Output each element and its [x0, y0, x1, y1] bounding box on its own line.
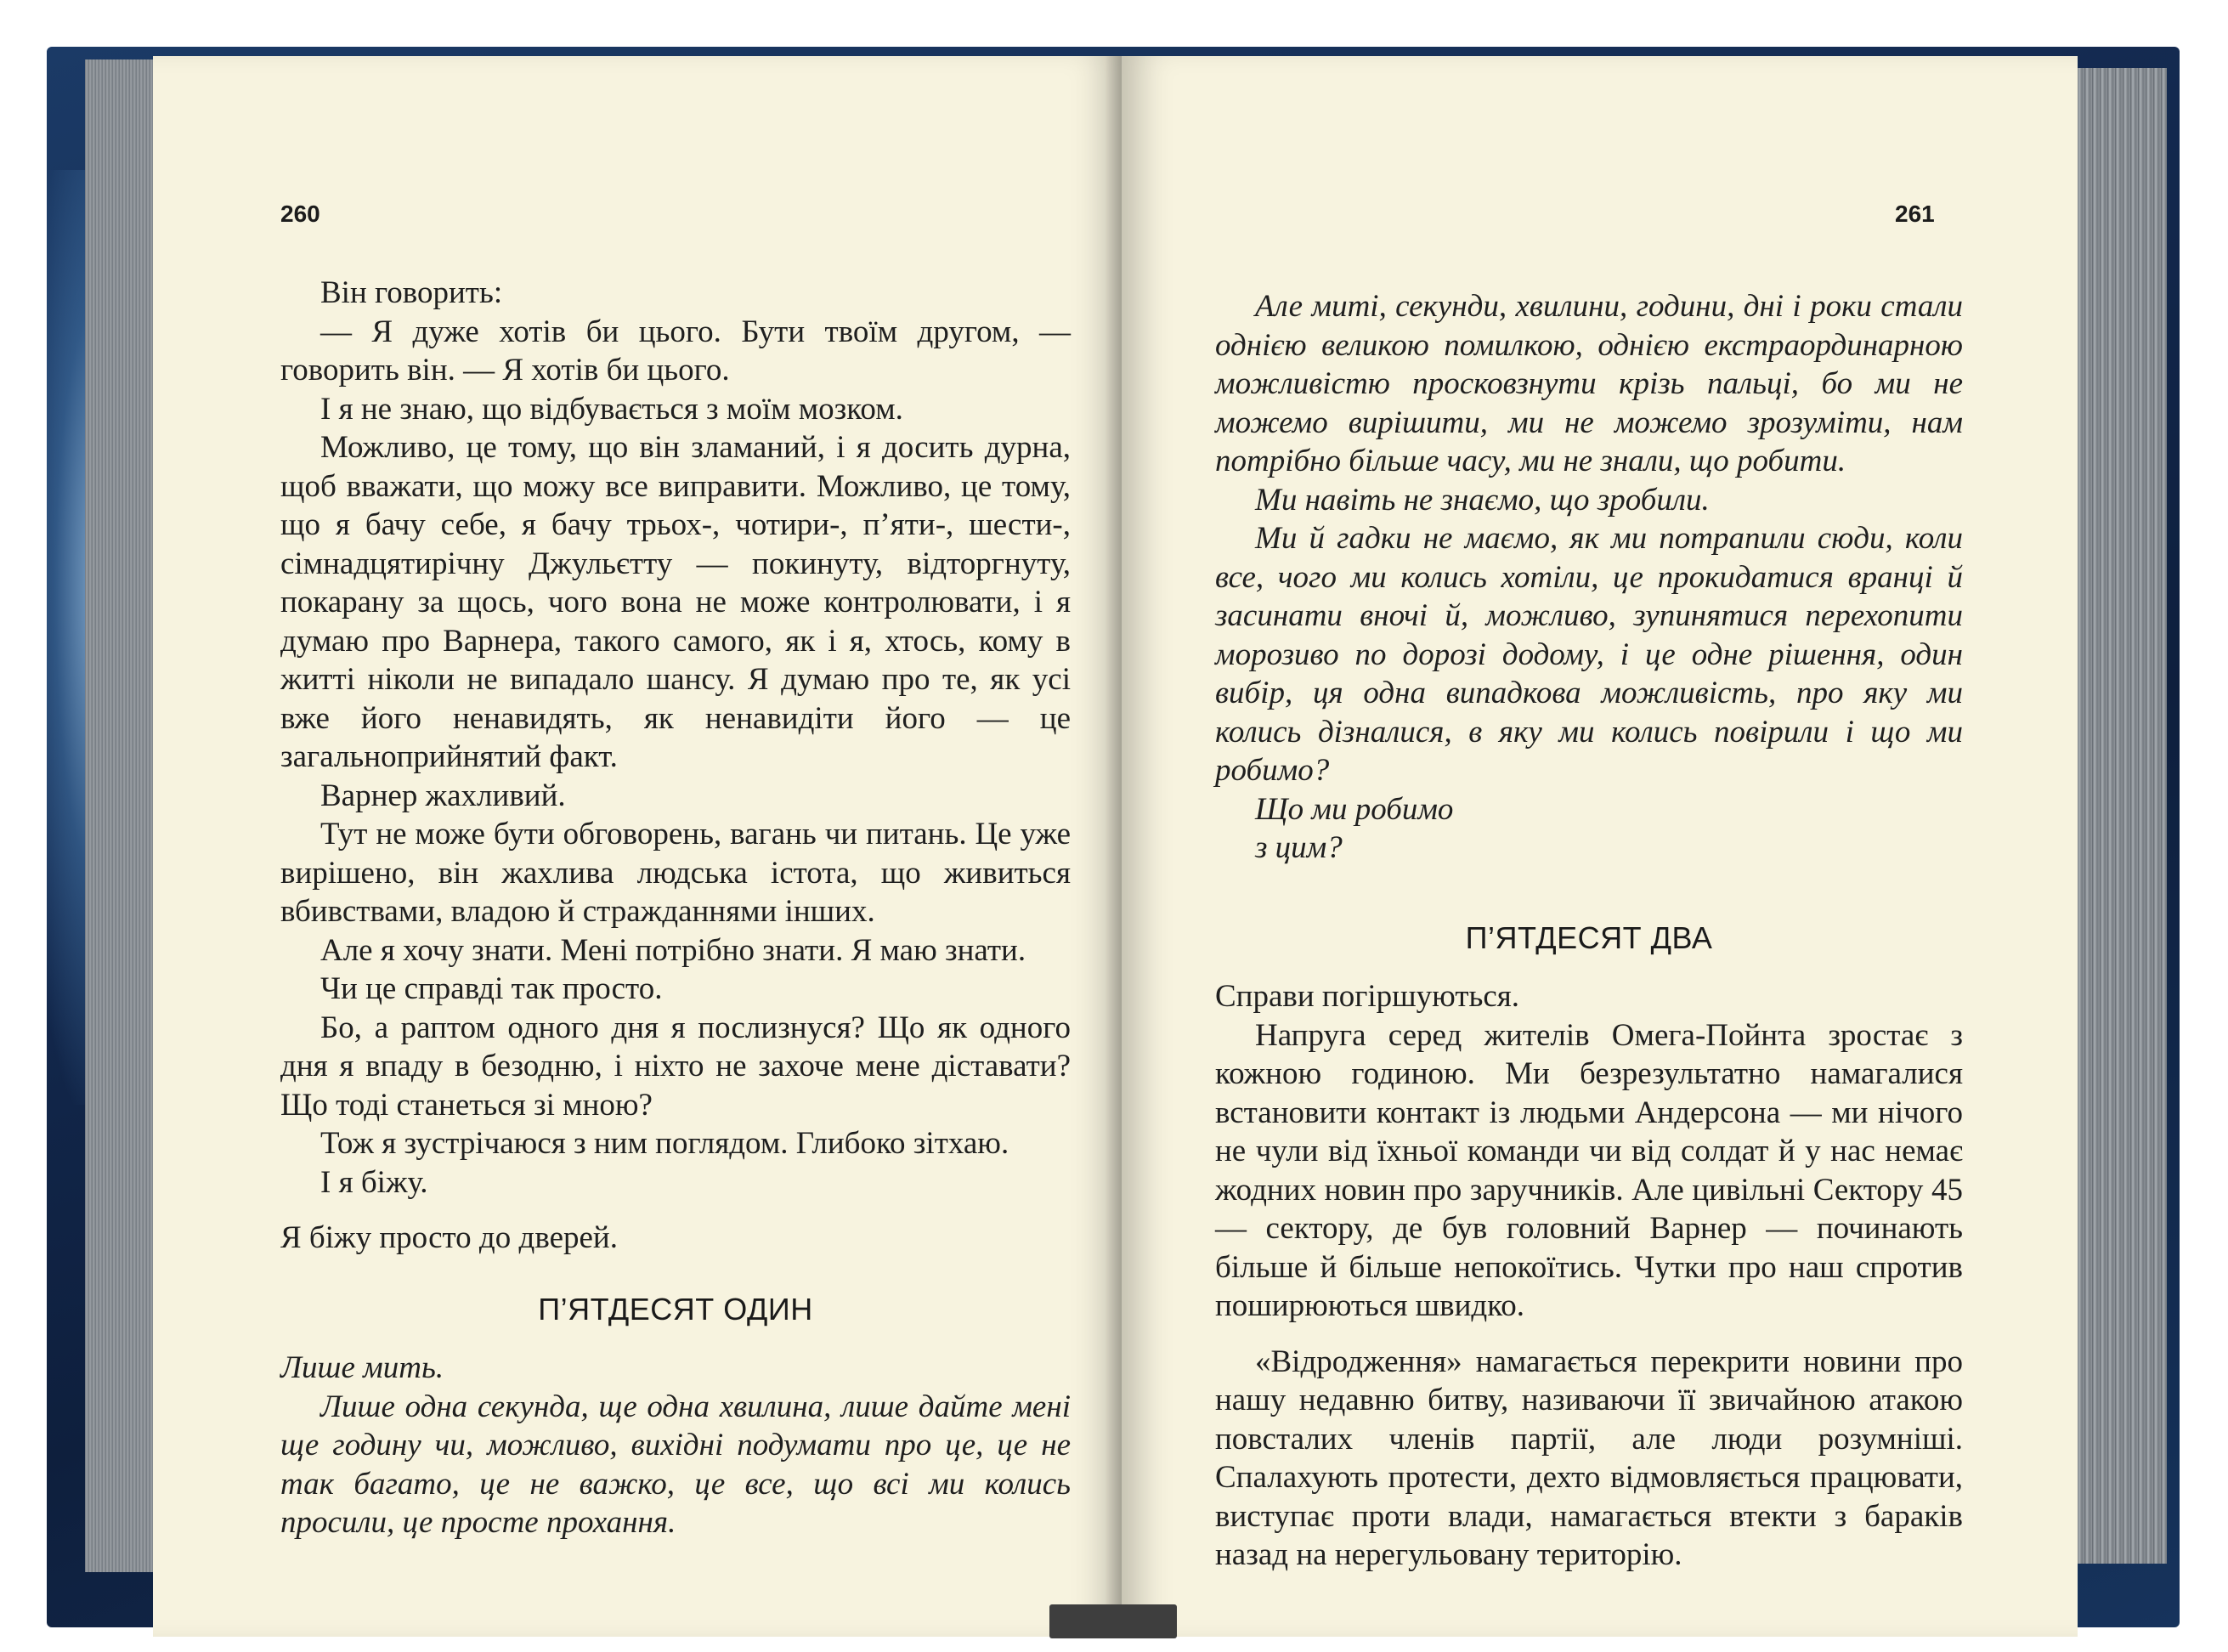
- paragraph: Але миті, секунди, хвилини, години, дні і роки стали однією великою помилкою, однією екстраординарною можливістю просковзнути крізь пальці, бо ми не можемо вирішити, ми не можемо зрозуміти, нам потрібно більше часу, ми не знали, що робити.: [1215, 289, 1963, 478]
- page-edges-right: [2069, 68, 2167, 1564]
- left-page-text: [280, 274, 1071, 1542]
- paragraph: Я біжу просто до дверей.: [280, 1220, 618, 1255]
- paragraph: Ми навіть не знаємо, що зробили.: [1255, 482, 1710, 518]
- chapter-title-51: П’ЯТДЕСЯТ ОДИН: [538, 1291, 813, 1327]
- paragraph: Тут не може бути обговорень, вагань чи питань. Це уже вирішено, він жахлива людська істота, що живиться вбивствами, владою й стражданнями інших.: [280, 817, 1071, 929]
- paragraph: Варнер жахливий.: [320, 778, 566, 813]
- paragraph: Бо, а раптом одного дня я послизнуся? Що як одного дня я впаду в безодню, і ніхто не захоче мене діставати? Що тоді станеться зі мною?: [280, 1010, 1071, 1123]
- paragraph: з цим?: [1255, 830, 1343, 865]
- paragraph: Ми й гадки не маємо, як ми потрапили сюди, коли все, чого ми колись хотіли, це прокидатися вранці й засинати вночі й, можливо, зупинятися перехопити морозиво по дорозі додому, і це одне рішення, один вибір, ця одна випадкова можливість, про яку ми колись дізналися, в яку ми колись повірили і що ми робимо?: [1215, 521, 1963, 788]
- paragraph: Можливо, це тому, що він зламаний, і я досить дурна, щоб вважати, що можу все виправити. Можливо, це тому, що я бачу себе, я бачу трьох-, чотири-, п’яти-, шести-, сімнадцятирічну Джульєтту — покинуту, відторгнуту, покарану за щось, чого вона не може контролювати, і я думаю про Варнера, такого самого, як і я, хтось, кому в житті ніколи не випадало шансу. Я думаю про те, як усі вже його ненавидять, як ненавидіти його — це загальноприйнятий факт.: [280, 430, 1071, 774]
- paragraph: Але я хочу знати. Мені потрібно знати. Я маю знати.: [320, 932, 1026, 968]
- paragraph: І я не знаю, що відбувається з моїм мозком.: [320, 391, 903, 427]
- paragraph: Справи погіршуються.: [1215, 979, 1520, 1014]
- page-edges-left: [85, 59, 157, 1572]
- bookmark-ribbon: [1049, 1604, 1177, 1638]
- right-page: [1122, 56, 2078, 1637]
- chapter-title-52: П’ЯТДЕСЯТ ДВА: [1465, 919, 1713, 955]
- paragraph: Чи це справді так просто.: [320, 971, 663, 1006]
- page-number-left: 260: [280, 201, 320, 227]
- paragraph: — Я дуже хотів би цього. Бути твоїм другом, — говорить він. — Я хотів би цього.: [280, 314, 1071, 388]
- paragraph: Лише одна секунда, ще одна хвилина, лише дайте мені ще годину чи, можливо, вихідні подумати про це, це не так багато, це не важко, це все, що всі ми колись просили, це просте прохання.: [280, 1389, 1071, 1540]
- paragraph: Що ми робимо: [1255, 791, 1454, 827]
- paragraph: Тож я зустрічаюся з ним поглядом. Глибоко зітхаю.: [320, 1126, 1009, 1161]
- page-number-right: 261: [1895, 201, 1935, 227]
- paragraph: Він говорить:: [320, 275, 503, 310]
- right-page-text: [1215, 287, 1963, 1575]
- left-page: [153, 56, 1122, 1637]
- paragraph: І я біжу.: [320, 1164, 428, 1200]
- paragraph: Лише мить.: [280, 1350, 444, 1385]
- paragraph: Напруга серед жителів Омега-Пойнта зростає з кожною годиною. Ми безрезультатно намагалися встановити контакт із людьми Андерсона — ми нічого не чули від їхньої команди чи від солдат й у нас немає жодних новин про заручників. Але цивільні Сектору 45 — сектору, де був головний Варнер — починають більше й більше непокоїтись. Чутки про наш спротив поширюються швидко.: [1215, 1017, 1963, 1323]
- paragraph: «Відродження» намагається перекрити новини про нашу недавню битву, називаючи її звичайною атакою повсталих членів партії, але люди розумніші. Спалахують протести, дехто відмовляється працювати, виступає проти влади, намагається втекти з бараків назад на нерегульовану територію.: [1215, 1344, 1963, 1572]
